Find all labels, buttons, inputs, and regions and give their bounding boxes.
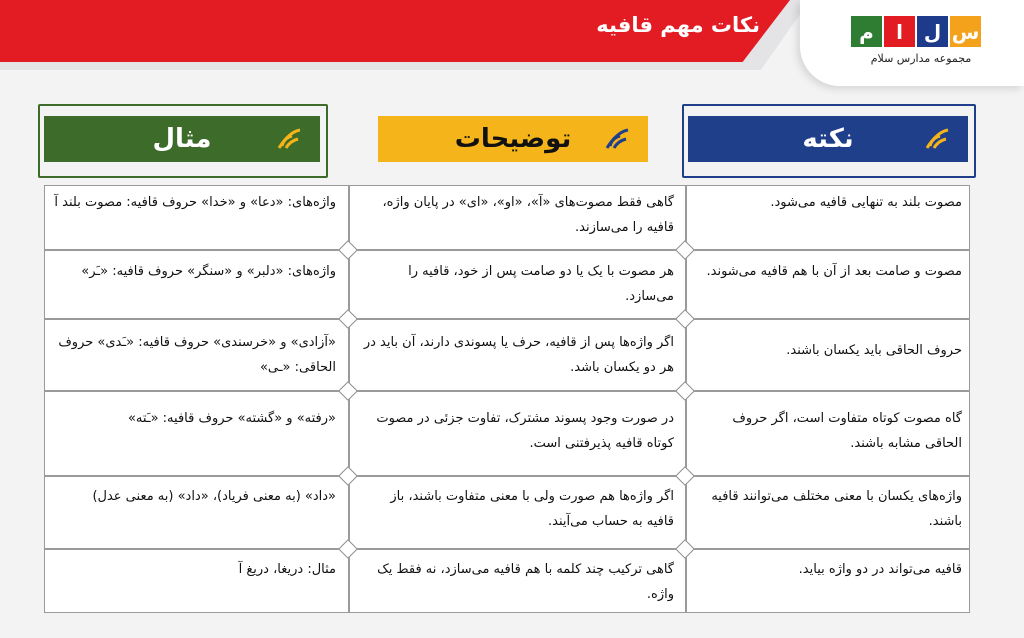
note-cell: حروف الحاقی باید یکسان باشند. [786, 343, 962, 358]
example-cell: واژه‌های: «دعا» و «خدا» حروف قافیه: مصوت بلند آ [54, 195, 336, 210]
example-cell: «داد» (به معنی فریاد)، «داد» (به معنی عدل) [92, 489, 336, 504]
explanation-cell: گاهی ترکیب چند کلمه با هم قافیه می‌سازد، نه فقط یک واژه. [377, 562, 674, 602]
logo-subtitle: مجموعه مدارس سلام [870, 52, 972, 65]
wheat-icon [924, 128, 950, 150]
explanation-cell: در صورت وجود پسوند مشترک، تفاوت جزئی در مصوت کوتاه قافیه پذیرفتنی است. [376, 411, 674, 451]
explanation-cell: اگر واژه‌ها پس از قافیه، حرف یا پسوندی دارند، آن باید در هر دو یکسان باشد. [363, 335, 674, 375]
column-header-note [688, 116, 968, 162]
example-cell: مثال: دریغا، دریغ آ [238, 562, 336, 577]
logo-letters [851, 16, 981, 47]
column-header-example [44, 116, 320, 162]
note-cell: قافیه می‌تواند در دو واژه بیاید. [798, 562, 962, 577]
row-divider [44, 475, 970, 477]
example-cell: «رفته» و «گشته» حروف قافیه: «ـَته» [127, 411, 336, 426]
row-divider [44, 249, 970, 251]
logo-letter: س [950, 16, 981, 47]
row-divider [44, 390, 970, 392]
column-header-label: توضیحات [454, 124, 572, 154]
note-cell: مصوت بلند به تنهایی قافیه می‌شود. [770, 195, 962, 210]
explanation-cell: هر مصوت با یک یا دو صامت پس از خود، قافیه را می‌سازد. [408, 264, 674, 304]
page-title: نکات مهم قافیه [596, 13, 760, 37]
row-divider [44, 318, 970, 320]
note-cell: مصوت و صامت بعد از آن با هم قافیه می‌شوند. [706, 264, 962, 279]
example-cell: واژه‌های: «دلبر» و «سنگر» حروف قافیه: «ـَر» [81, 264, 336, 279]
note-cell: واژه‌های یکسان با معنی مختلف می‌توانند قافیه باشند. [711, 489, 962, 529]
column-header-label: مثال [152, 124, 212, 154]
wheat-icon [276, 128, 302, 150]
explanation-cell: اگر واژه‌ها هم صورت ولی با معنی متفاوت باشند، باز قافیه به حساب می‌آیند. [390, 489, 674, 529]
logo-letter: ل [917, 16, 948, 47]
column-header-label: نکته [802, 124, 854, 154]
wheat-icon [604, 128, 630, 150]
row-divider [44, 548, 970, 550]
logo-letter: م [851, 16, 882, 47]
note-cell: گاه مصوت کوتاه متفاوت است، اگر حروف الحاقی مشابه باشند. [732, 411, 962, 451]
logo-letter: ا [884, 16, 915, 47]
example-cell: «آزادی» و «خرسندی» حروف قافیه: «ـَدی» حروف الحاقی: «ـی» [58, 335, 336, 375]
column-header-explanation [378, 116, 648, 162]
explanation-cell: گاهی فقط مصوت‌های «آ»، «او»، «ای» در پایان واژه، قافیه را می‌سازند. [382, 195, 674, 235]
